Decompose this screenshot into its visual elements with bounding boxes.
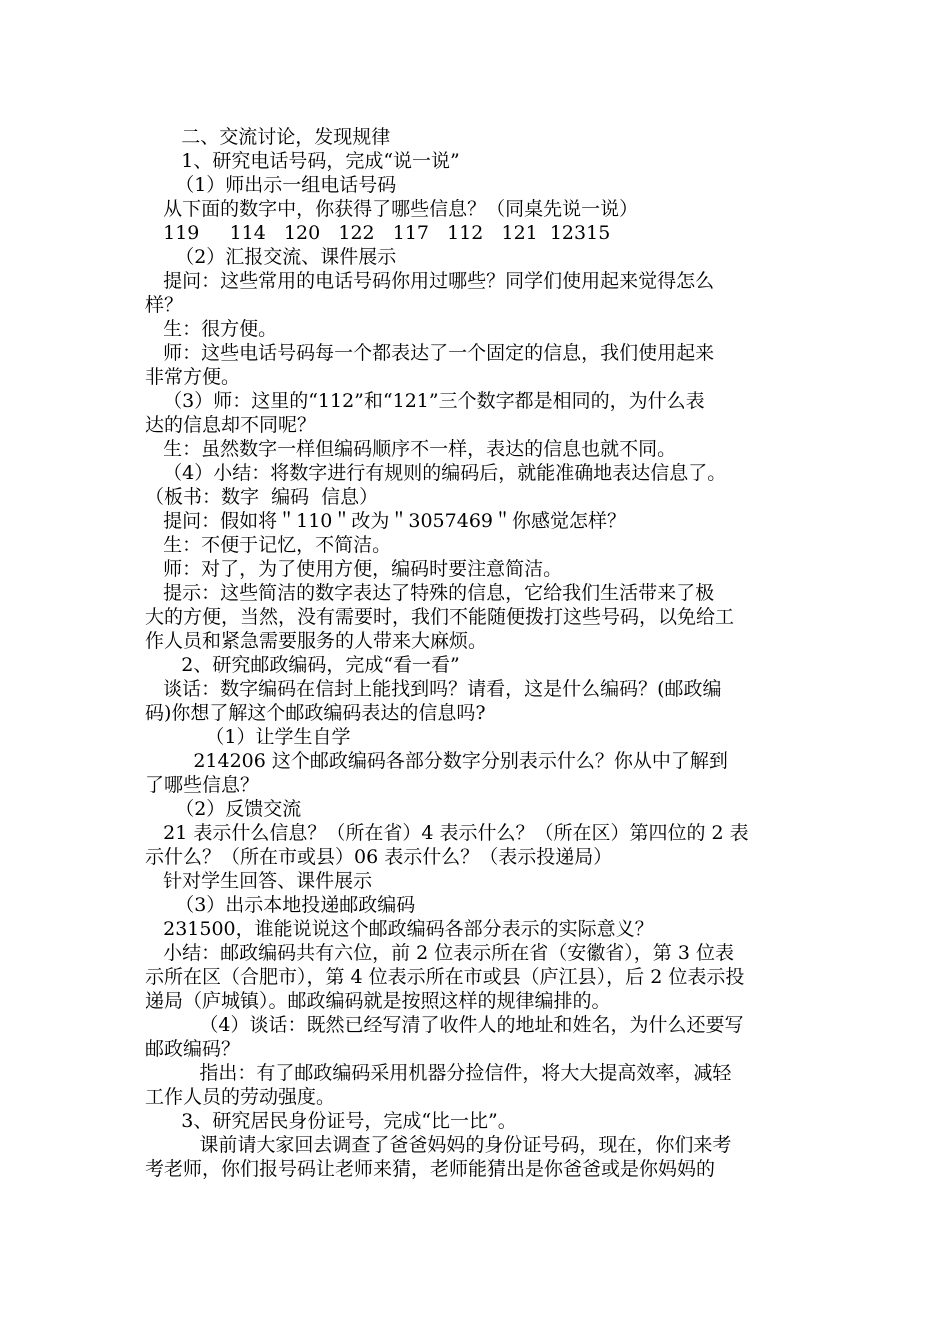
text-line: 小结：邮政编码共有六位，前 2 位表示所在省（安徽省），第 3 位表 — [145, 942, 734, 964]
text-line: （1）让学生自学 — [145, 726, 351, 748]
text-line: 课前请大家回去调查了爸爸妈妈的身份证号码，现在，你们来考 — [145, 1134, 732, 1156]
text-line: 二、交流讨论，发现规律 — [145, 126, 391, 148]
text-line: 邮政编码？ — [145, 1038, 241, 1060]
text-line: 提示：这些简洁的数字表达了特殊的信息，它给我们生活带来了极 — [145, 582, 715, 604]
text-line: 作人员和紧急需要服务的人带来大麻烦。 — [145, 630, 488, 652]
text-line: （板书：数字 编码 信息） — [145, 486, 379, 508]
text-line: 示所在区（合肥市），第 4 位表示所在市或县（庐江县），后 2 位表示投 — [145, 966, 745, 988]
text-line: 提问：假如将＂110＂改为＂3057469＂你感觉怎样？ — [145, 510, 627, 532]
text-line: 工作人员的劳动强度。 — [145, 1086, 336, 1108]
text-line: 从下面的数字中，你获得了哪些信息？（同桌先说一说） — [145, 198, 639, 220]
text-line: （3）出示本地投递邮政编码 — [145, 894, 416, 916]
text-line: 2、研究邮政编码，完成“看一看” — [145, 654, 460, 676]
text-line: 示什么？（所在市或县）06 表示什么？（表示投递局） — [145, 846, 613, 868]
text-line: （4）谈话：既然已经写清了收件人的地址和姓名，为什么还要写 — [145, 1014, 744, 1036]
text-line: 针对学生回答、课件展示 — [145, 870, 373, 892]
text-line: （1）师出示一组电话号码 — [145, 174, 397, 196]
text-line: （3）师：这里的“112”和“121”三个数字都是相同的，为什么表 — [145, 390, 705, 412]
text-line: 谈话：数字编码在信封上能找到吗？请看，这是什么编码？(邮政编 — [145, 678, 722, 700]
document-page — [145, 125, 810, 1181]
text-line: 119 114 120 122 117 112 121 12315 — [145, 222, 611, 244]
text-line: 指出：有了邮政编码采用机器分捡信件，将大大提高效率，减轻 — [145, 1062, 732, 1084]
text-line: 非常方便。 — [145, 366, 241, 388]
text-line: 1、研究电话号码，完成“说一说” — [145, 150, 460, 172]
text-line: 提问：这些常用的电话号码你用过哪些？同学们使用起来觉得怎么 — [145, 270, 715, 292]
text-line: 师：这些电话号码每一个都表达了一个固定的信息，我们使用起来 — [145, 342, 715, 364]
text-line: 生：很方便。 — [145, 318, 278, 340]
text-line: （2）汇报交流、课件展示 — [145, 246, 397, 268]
text-line: 师：对了，为了使用方便，编码时要注意简洁。 — [145, 558, 563, 580]
text-line: 生：不便于记忆，不简洁。 — [145, 534, 392, 556]
text-line: 递局（庐城镇）。邮政编码就是按照这样的规律编排的。 — [145, 990, 611, 1012]
text-line: 21 表示什么信息？（所在省）4 表示什么？（所在区）第四位的 2 表 — [145, 822, 749, 844]
text-line: （4）小结：将数字进行有规则的编码后，就能准确地表达信息了。 — [145, 462, 727, 484]
text-line: 样？ — [145, 294, 184, 316]
text-line: 达的信息却不同呢？ — [145, 414, 317, 436]
text-line: 码)你想了解这个邮政编码表达的信息吗? — [145, 702, 486, 724]
text-line: 3、研究居民身份证号，完成“比一比”。 — [145, 1110, 517, 1132]
text-line: 了哪些信息？ — [145, 774, 260, 796]
text-line: 生：虽然数字一样但编码顺序不一样，表达的信息也就不同。 — [145, 438, 677, 460]
text-line: 214206 这个邮政编码各部分数字分别表示什么？你从中了解到 — [145, 750, 728, 772]
text-line: 大的方便，当然，没有需要时，我们不能随便拨打这些号码，以免给工 — [145, 606, 735, 628]
text-line: 考老师，你们报号码让老师来猜，老师能猜出是你爸爸或是你妈妈的 — [145, 1158, 716, 1180]
text-line: 231500，谁能说说这个邮政编码各部分表示的实际意义？ — [145, 918, 654, 940]
text-line: （2）反馈交流 — [145, 798, 302, 820]
